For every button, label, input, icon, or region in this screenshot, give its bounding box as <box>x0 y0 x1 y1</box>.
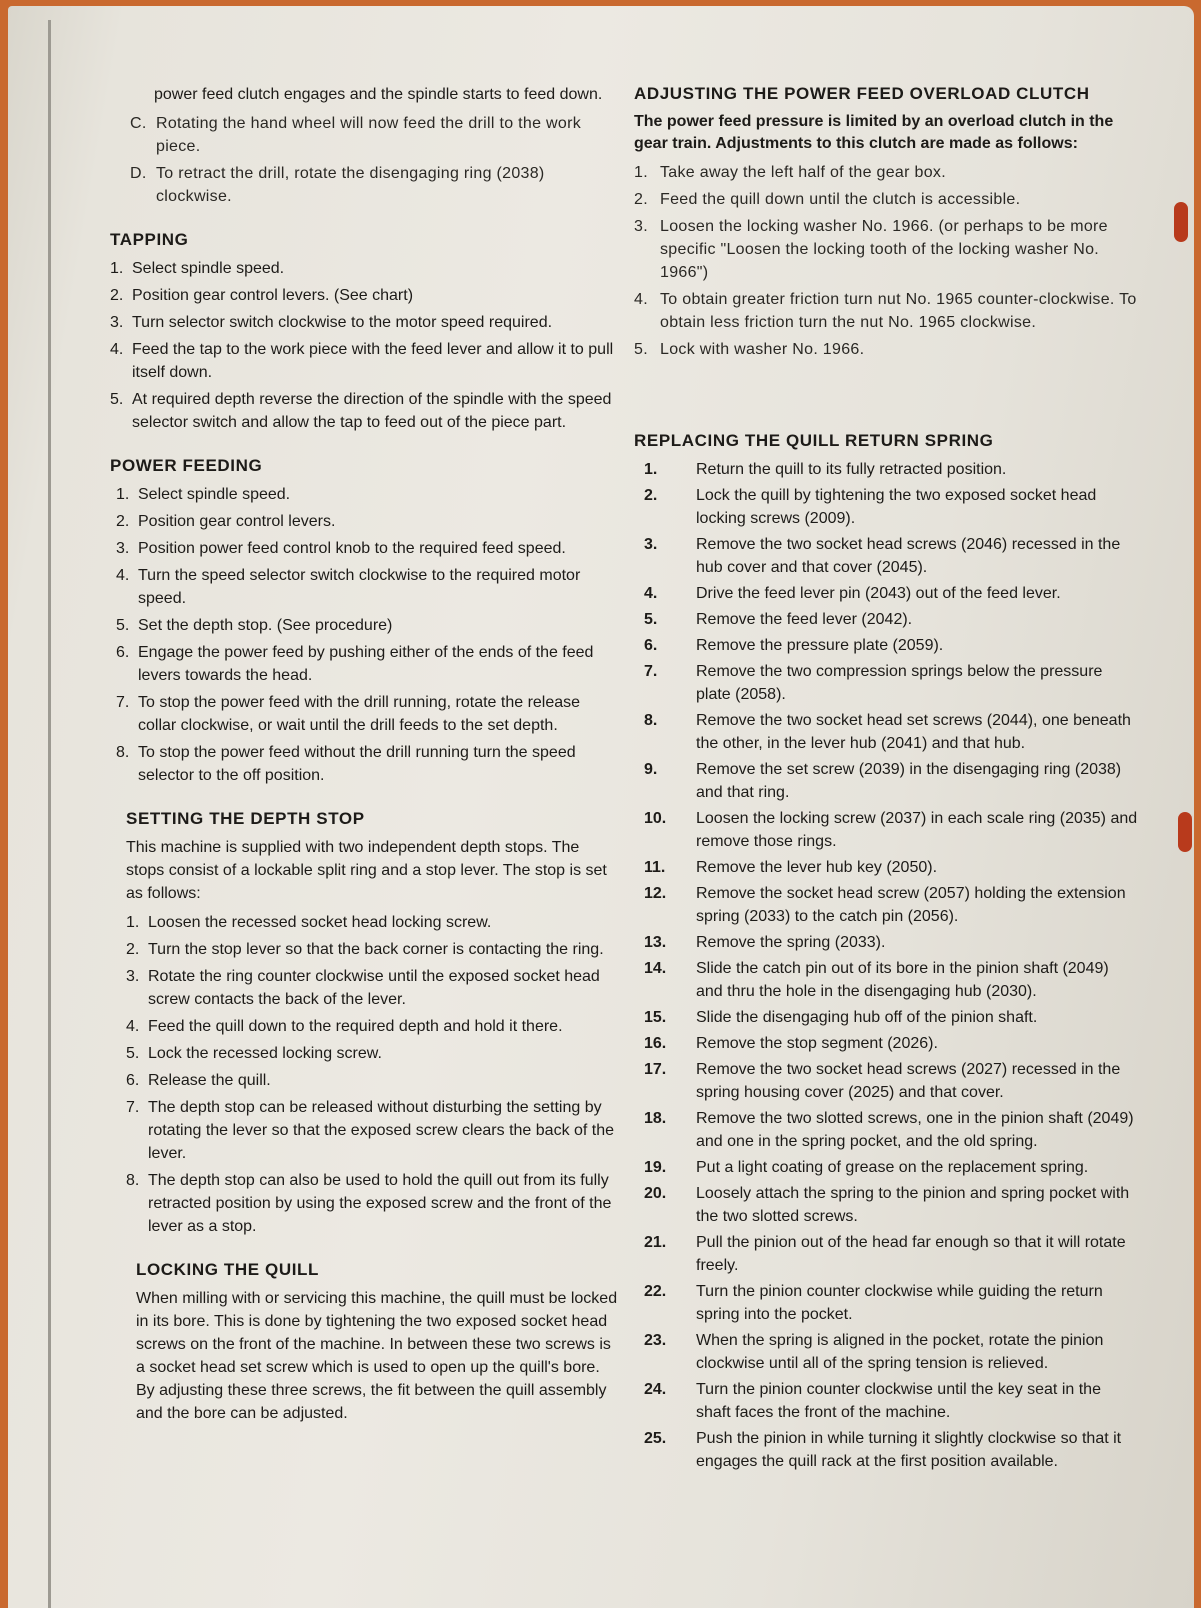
list-item: 1. Return the quill to its fully retracted position. <box>644 461 1007 478</box>
list-item: 12. Remove the socket head screw (2057) holding the extension spring (2033) to the catch pin (2056). <box>644 885 1126 925</box>
left-column <box>110 84 620 1447</box>
list-item: 1. Select spindle speed. <box>110 260 285 277</box>
list-item: 8. The depth stop can also be used to hold the quill out from its fully retracted position by using the exposed screw and the front of the lever as a stop. <box>126 1172 612 1235</box>
section-tapping <box>110 230 620 434</box>
list-item: 4. Turn the speed selector switch clockwise to the required motor speed. <box>116 567 581 607</box>
list-item: 5. Lock the recessed locking screw. <box>126 1045 382 1062</box>
list-item: C. Rotating the hand wheel will now feed the drill to the work piece. <box>130 115 582 155</box>
list-item: 15. Slide the disengaging hub off of the pinion shaft. <box>644 1009 1038 1026</box>
punch-hole-mark <box>1178 812 1192 852</box>
list-item: 5. At required depth reverse the direction of the spindle with the speed selector switch and allow the tap to feed out of the piece part. <box>110 391 612 431</box>
overload-clutch-list <box>634 161 1139 361</box>
section-heading: ADJUSTING THE POWER FEED OVERLOAD CLUTCH <box>634 84 1090 103</box>
list-item: 5. Set the depth stop. (See procedure) <box>116 617 393 634</box>
list-item: 3. Position power feed control knob to the required feed speed. <box>116 540 566 557</box>
list-item: 19. Put a light coating of grease on the replacement spring. <box>644 1159 1089 1176</box>
section-depth-stop <box>126 809 620 1238</box>
binding-margin-line <box>48 20 51 1608</box>
list-item: 18. Remove the two slotted screws, one in the pinion shaft (2049) and one in the spring pocket, and the old spring. <box>644 1110 1134 1150</box>
list-item: 21. Pull the pinion out of the head far enough so that it will rotate freely. <box>644 1234 1126 1274</box>
list-item: 5. Lock with washer No. 1966. <box>634 341 865 358</box>
list-item: 11. Remove the lever hub key (2050). <box>644 859 938 876</box>
list-item: 1. Select spindle speed. <box>116 486 291 503</box>
section-overload-clutch <box>634 84 1139 361</box>
section-intro: This machine is supplied with two independent depth stops. The stops consist of a lockable split ring and a stop lever. The stop is set as follows: <box>126 839 607 902</box>
list-item: 4. Feed the tap to the work piece with the feed lever and allow it to pull itself down. <box>110 341 614 381</box>
list-item: 20. Loosely attach the spring to the pinion and spring pocket with the two slotted screws. <box>644 1185 1130 1225</box>
continued-intro: power feed clutch engages and the spindle starts to feed down. <box>154 86 603 103</box>
list-item: 8. Remove the two socket head set screws (2044), one beneath the other, in the lever hub (2041) and that hub. <box>644 712 1131 752</box>
section-heading: REPLACING THE QUILL RETURN SPRING <box>634 431 994 450</box>
return-spring-list <box>644 458 1139 1473</box>
list-item: 24. Turn the pinion counter clockwise until the key seat in the shaft faces the front of the machine. <box>644 1381 1101 1421</box>
section-heading: TAPPING <box>110 230 189 249</box>
list-item: 22. Turn the pinion counter clockwise while guiding the return spring into the pocket. <box>644 1283 1103 1323</box>
section-text: When milling with or servicing this machine, the quill must be locked in its bore. This is done by tightening the two exposed socket head screws on the front of the machine. In between these two screws is a socket head set screw which is used to open up the quill's bore. By adjusting these three screws, the fit between the quill assembly and the bore can be adjusted. <box>136 1290 618 1422</box>
list-item: 2. Feed the quill down until the clutch is accessible. <box>634 191 1021 208</box>
list-item: 3. Remove the two socket head screws (2046) recessed in the hub cover and that cover (2045). <box>644 536 1121 576</box>
list-item: 4. Feed the quill down to the required depth and hold it there. <box>126 1018 563 1035</box>
list-item: D. To retract the drill, rotate the disengaging ring (2038) clockwise. <box>130 165 545 205</box>
section-return-spring <box>634 431 1139 1473</box>
section-intro: The power feed pressure is limited by an overload clutch in the gear train. Adjustments to this clutch are made as follows: <box>634 113 1114 152</box>
list-item: 6. Release the quill. <box>126 1072 271 1089</box>
section-heading: POWER FEEDING <box>110 456 263 475</box>
section-heading: SETTING THE DEPTH STOP <box>126 809 365 828</box>
list-item: 17. Remove the two socket head screws (2027) recessed in the spring housing cover (2025) and that cover. <box>644 1061 1121 1101</box>
continued-list <box>130 112 620 208</box>
list-item: 5. Remove the feed lever (2042). <box>644 611 913 628</box>
depth-stop-list <box>126 911 620 1238</box>
list-item: 10. Loosen the locking screw (2037) in each scale ring (2035) and remove those rings. <box>644 810 1138 850</box>
list-item: 1. Take away the left half of the gear box. <box>634 164 946 181</box>
power-feeding-list <box>116 483 620 787</box>
list-item: 7. Remove the two compression springs below the pressure plate (2058). <box>644 663 1103 703</box>
list-item: 6. Engage the power feed by pushing either of the ends of the feed levers towards the head. <box>116 644 594 684</box>
list-item: 25. Push the pinion in while turning it slightly clockwise so that it engages the quill rack at the first position available. <box>644 1430 1122 1470</box>
list-item: 9. Remove the set screw (2039) in the disengaging ring (2038) and that ring. <box>644 761 1122 801</box>
list-item: 3. Turn selector switch clockwise to the motor speed required. <box>110 314 553 331</box>
list-item: 1. Loosen the recessed socket head locking screw. <box>126 914 492 931</box>
list-item: 2. Lock the quill by tightening the two exposed socket head locking screws (2009). <box>644 487 1097 527</box>
punch-hole-mark <box>1174 202 1188 242</box>
list-item: 4. To obtain greater friction turn nut No. 1965 counter-clockwise. To obtain less friction turn the nut No. 1965 clockwise. <box>634 291 1137 331</box>
right-column <box>634 84 1139 1495</box>
list-item: 3. Rotate the ring counter clockwise until the exposed socket head screw contacts the back of the lever. <box>126 968 600 1008</box>
list-item: 6. Remove the pressure plate (2059). <box>644 637 944 654</box>
list-item: 14. Slide the catch pin out of its bore in the pinion shaft (2049) and thru the hole in the disengaging hub (2030). <box>644 960 1109 1000</box>
list-item: 8. To stop the power feed without the drill running turn the speed selector to the off position. <box>116 744 576 784</box>
list-item: 2. Position gear control levers. (See chart) <box>110 287 414 304</box>
list-item: 23. When the spring is aligned in the pocket, rotate the pinion clockwise until all of the spring tension is relieved. <box>644 1332 1104 1372</box>
section-heading: LOCKING THE QUILL <box>136 1260 320 1279</box>
list-item: 7. To stop the power feed with the drill running, rotate the release collar clockwise, or wait until the drill feeds to the set depth. <box>116 694 581 734</box>
list-item: 7. The depth stop can be released without disturbing the setting by rotating the lever so that the exposed screw clears the back of the lever. <box>126 1099 615 1162</box>
section-locking-quill <box>136 1260 620 1425</box>
section-power-feeding <box>110 456 620 787</box>
manual-page <box>8 6 1194 1608</box>
list-item: 13. Remove the spring (2033). <box>644 934 886 951</box>
list-item: 2. Position gear control levers. <box>116 513 336 530</box>
list-item: 4. Drive the feed lever pin (2043) out of the feed lever. <box>644 585 1061 602</box>
list-item: 2. Turn the stop lever so that the back corner is contacting the ring. <box>126 941 604 958</box>
list-item: 16. Remove the stop segment (2026). <box>644 1035 938 1052</box>
section-continued <box>110 84 620 208</box>
tapping-list <box>110 257 620 434</box>
list-item: 3. Loosen the locking washer No. 1966. (or perhaps to be more specific "Loosen the locking tooth of the locking washer No. 1966") <box>634 218 1108 281</box>
